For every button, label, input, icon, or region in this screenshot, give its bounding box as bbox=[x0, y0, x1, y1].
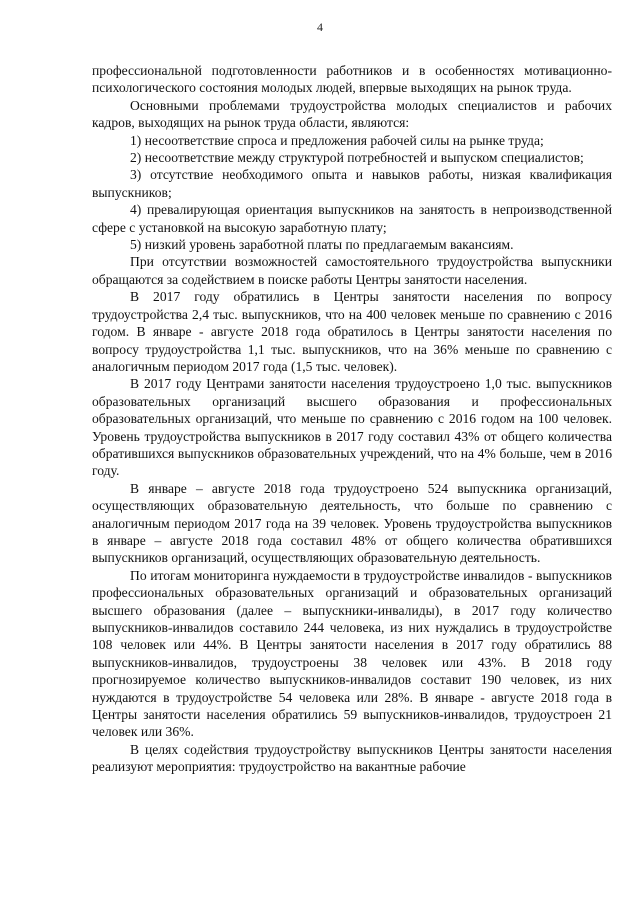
paragraph-main-problems-intro: Основными проблемами трудоустройства молодых специалистов и рабочих кадров, выходящих на рынок труда области, являются: bbox=[92, 97, 612, 131]
page-number: 4 bbox=[317, 20, 323, 34]
list-item-1: 1) несоответствие спроса и предложения рабочей силы на рынке труда; bbox=[130, 132, 544, 148]
list-item-4: 4) превалирующая ориентация выпускников на занятость в непроизводственной сфере с установкой на высокую заработную плату; bbox=[92, 202, 612, 235]
list-item-2: 2) несоответствие между структурой потребностей и выпуском специалистов; bbox=[130, 150, 584, 166]
paragraph-employment-centers: При отсутствии возможностей самостоятельного трудоустройства выпускники обращаются за содействием в поиске работы Центры занятости населения. bbox=[92, 254, 612, 287]
body-text bbox=[92, 62, 612, 776]
paragraph-continuation: профессиональной подготовленности работников и в особенностях мотивационно-психологического состояния молодых людей, впервые выходящих на рынок труда. bbox=[92, 63, 612, 96]
list-item-5: 5) низкий уровень заработной платы по предлагаемым вакансиям. bbox=[130, 237, 514, 253]
paragraph-measures: В целях содействия трудоустройству выпускников Центры занятости населения реализуют мероприятия: трудоустройство на вакантные рабочие bbox=[92, 741, 612, 775]
list-item-3: 3) отсутствие необходимого опыта и навыков работы, низкая квалификация выпускников; bbox=[92, 167, 612, 200]
paragraph-2018-employed: В январе – августе 2018 года трудоустроено 524 выпускника организаций, осуществляющих образовательную деятельность, что больше по сравнению с аналогичным периодом 2017 года на 39 человек. Уровень трудоустройства выпускников в январе – августе 2018 года составил 48% от общего количества обратившихся выпускников организаций, осуществляющих образовательную деятельность. bbox=[92, 480, 612, 566]
paragraph-disabled-graduates: По итогам мониторинга нуждаемости в трудоустройстве инвалидов - выпускников профессиональных образовательных организаций и образовательных организаций высшего образования (далее – выпускники-инвалиды), в 2017 году количество выпускников-инвалидов составило 244 человека, из них нуждались в трудоустройстве 108 человек или 44%. В Центры занятости населения в 2017 году обратились 88 выпускников-инвалидов, трудоустроены 38 человек или 43%. В 2018 году прогнозируемое количество выпускников-инвалидов составит 190 человек, из них нуждаются в трудоустройстве 54 человека или 28%. В январе - августе 2018 года в Центры занятости населения обратились 59 выпускников-инвалидов, трудоустроен 21 человек или 36%. bbox=[92, 567, 612, 740]
paragraph-2017-applications: В 2017 году обратились в Центры занятости населения по вопросу трудоустройства 2,4 тыс. выпускников, что на 400 человек меньше по сравнению с 2016 годом. В январе - августе 2018 года обратилось в Центры занятости населения по вопросу трудоустройства 1,1 тыс. выпускников, что на 36% меньше по сравнению с аналогичным периодом 2017 года (1,5 тыс. человек). bbox=[92, 289, 612, 374]
paragraph-2017-employed: В 2017 году Центрами занятости населения трудоустроено 1,0 тыс. выпускников образовательных организаций высшего образования и профессиональных образовательных организаций, что меньше по сравнению с 2016 годом на 100 человек. Уровень трудоустройства выпускников в 2017 году составил 43% от общего количества обратившихся выпускников образовательных учреждений, что на 4% больше, чем в 2016 году. bbox=[92, 376, 612, 479]
